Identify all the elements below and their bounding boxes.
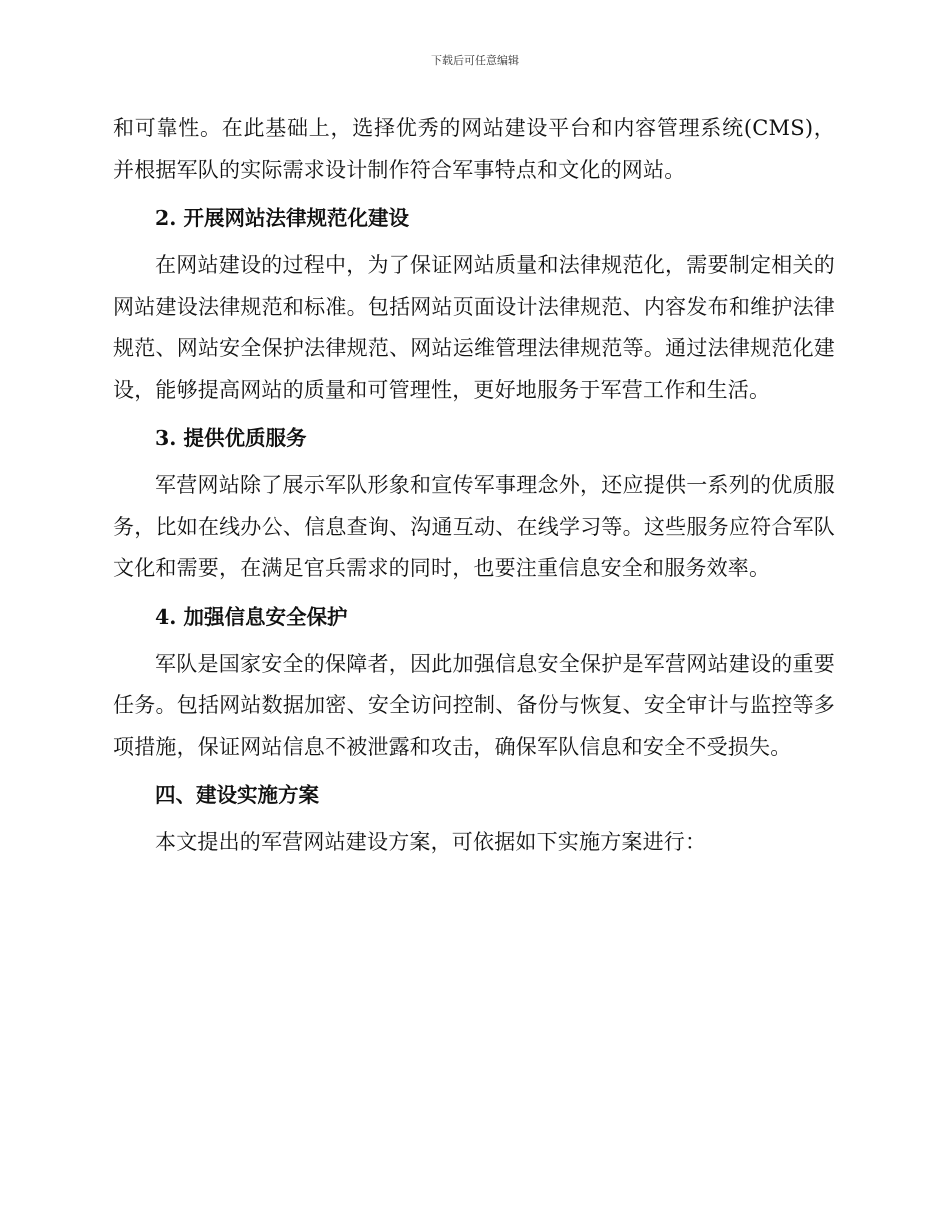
document-body: [113, 108, 835, 864]
paragraph-intro-continued: 和可靠性。在此基础上，选择优秀的网站建设平台和内容管理系统(CMS)，并根据军队的实际需求设计制作符合军事特点和文化的网站。: [113, 116, 835, 182]
section-heading-implementation: 四、建设实施方案: [155, 783, 319, 807]
paragraph-implementation: 本文提出的军营网站建设方案，可依据如下实施方案进行：: [155, 830, 707, 854]
section-heading-security: 4. 加强信息安全保护: [155, 604, 348, 629]
page-header: 下载后可任意编辑: [431, 54, 519, 67]
paragraph-security: 军队是国家安全的保障者，因此加强信息安全保护是军营网站建设的重要任务。包括网站数据加密、安全访问控制、备份与恢复、安全审计与监控等多项措施，保证网站信息不被泄露和攻击，确保军队信息和安全不受损失。: [113, 651, 835, 759]
paragraph-services: 军营网站除了展示军队形象和宣传军事理念外，还应提供一系列的优质服务，比如在线办公、信息查询、沟通互动、在线学习等。这些服务应符合军队文化和需要，在满足官兵需求的同时，也要注重信息安全和服务效率。: [113, 473, 835, 580]
section-heading-legal: 2. 开展网站法律规范化建设: [155, 206, 410, 230]
section-heading-services: 3. 提供优质服务: [155, 426, 307, 450]
paragraph-legal: 在网站建设的过程中，为了保证网站质量和法律规范化，需要制定相关的网站建设法律规范和标准。包括网站页面设计法律规范、内容发布和维护法律规范、网站安全保护法律规范、网站运维管理法律规范等。通过法律规范化建设，能够提高网站的质量和可管理性，更好地服务于军营工作和生活。: [113, 253, 835, 402]
